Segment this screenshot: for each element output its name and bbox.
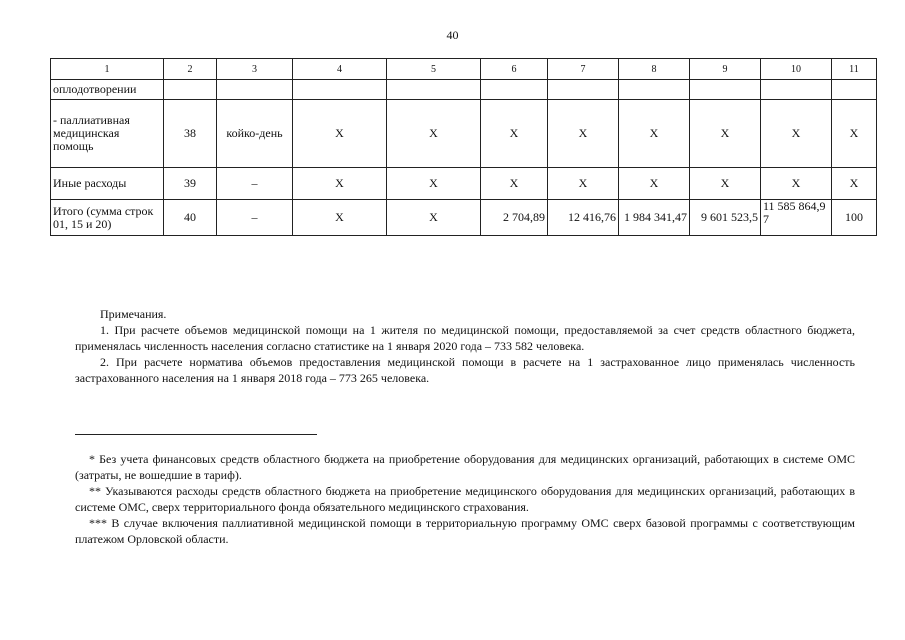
- table-cell: 2 704,89: [481, 200, 548, 236]
- table-cell: [217, 80, 293, 100]
- column-header: 5: [387, 59, 481, 80]
- table-cell: [761, 80, 832, 100]
- table-cell: 39: [164, 168, 217, 200]
- note-item: 2. При расчете норматива объемов предоставления медицинской помощи в расчете на 1 застрахованное лицо применялась численность застрахованного населения на 1 января 2018 года – 773 265 человека.: [75, 355, 855, 385]
- table-cell: X: [619, 100, 690, 168]
- column-header: 11: [832, 59, 877, 80]
- column-header: 2: [164, 59, 217, 80]
- page-number: 40: [446, 28, 459, 42]
- table-cell: X: [690, 100, 761, 168]
- row-label: оплодотворении: [51, 80, 164, 100]
- table-cell: X: [481, 168, 548, 200]
- table-header-row: [51, 59, 877, 80]
- footnote-item: ** Указываются расходы средств областного бюджета на приобретение медицинского оборудования для медицинских организаций, работающих в системе ОМС, сверх территориального фонда обязательного медицинского страхования.: [75, 484, 855, 514]
- column-header: 6: [481, 59, 548, 80]
- notes-section: [75, 306, 855, 386]
- table-cell: 1 984 341,47: [619, 200, 690, 236]
- table-cell: X: [619, 168, 690, 200]
- data-table: [50, 58, 877, 236]
- table-cell: койко-день: [217, 100, 293, 168]
- table-cell: [548, 80, 619, 100]
- table-cell: X: [387, 168, 481, 200]
- column-header: 9: [690, 59, 761, 80]
- note-item: 1. При расчете объемов медицинской помощи на 1 жителя по медицинской помощи, предоставляемой за счет средств областного бюджета, применялась численность населения согласно статистике на 1 января 2020 года – 733 582 человека.: [75, 323, 855, 353]
- table-cell: X: [548, 100, 619, 168]
- table-cell: 12 416,76: [548, 200, 619, 236]
- table-cell: [481, 80, 548, 100]
- table-cell: X: [293, 200, 387, 236]
- table-row: [51, 100, 877, 168]
- row-label: - паллиативная медицинская помощь: [51, 100, 164, 168]
- table-cell: [690, 80, 761, 100]
- table-cell: [619, 80, 690, 100]
- column-header: 10: [761, 59, 832, 80]
- table-cell: X: [761, 100, 832, 168]
- column-header: 7: [548, 59, 619, 80]
- row-label: Иные расходы: [51, 168, 164, 200]
- table-cell: [293, 80, 387, 100]
- table-cell: 38: [164, 100, 217, 168]
- column-header: 4: [293, 59, 387, 80]
- table-cell: [387, 80, 481, 100]
- table-cell: X: [293, 100, 387, 168]
- table-cell: X: [387, 200, 481, 236]
- notes-title: Примечания.: [100, 307, 167, 321]
- table-cell: 11 585 864,97: [761, 200, 832, 236]
- table-cell: 9 601 523,5: [690, 200, 761, 236]
- footnotes-section: [75, 451, 855, 547]
- table-row: [51, 168, 877, 200]
- footnote-item: *** В случае включения паллиативной медицинской помощи в территориальную программу ОМС сверх базовой программы с соответствующим платежом Орловской области.: [75, 516, 855, 546]
- table-cell: X: [548, 168, 619, 200]
- table-cell: [164, 80, 217, 100]
- table-cell: X: [387, 100, 481, 168]
- table-cell: 100: [832, 200, 877, 236]
- table-row: [51, 80, 877, 100]
- table-cell: X: [690, 168, 761, 200]
- table-cell: X: [832, 100, 877, 168]
- table-cell: X: [293, 168, 387, 200]
- table-cell: –: [217, 200, 293, 236]
- table-cell: X: [832, 168, 877, 200]
- table-cell: 40: [164, 200, 217, 236]
- table-cell: X: [481, 100, 548, 168]
- table-cell: [832, 80, 877, 100]
- column-header: 8: [619, 59, 690, 80]
- footnote-item: * Без учета финансовых средств областного бюджета на приобретение оборудования для медицинских организаций, работающих в системе ОМС (затраты, не вошедшие в тариф).: [75, 452, 855, 482]
- table-row: [51, 200, 877, 236]
- row-label: Итого (сумма строк 01, 15 и 20): [51, 200, 164, 236]
- table-cell: X: [761, 168, 832, 200]
- column-header: 1: [51, 59, 164, 80]
- table-cell: –: [217, 168, 293, 200]
- footnote-separator: [75, 434, 317, 435]
- column-header: 3: [217, 59, 293, 80]
